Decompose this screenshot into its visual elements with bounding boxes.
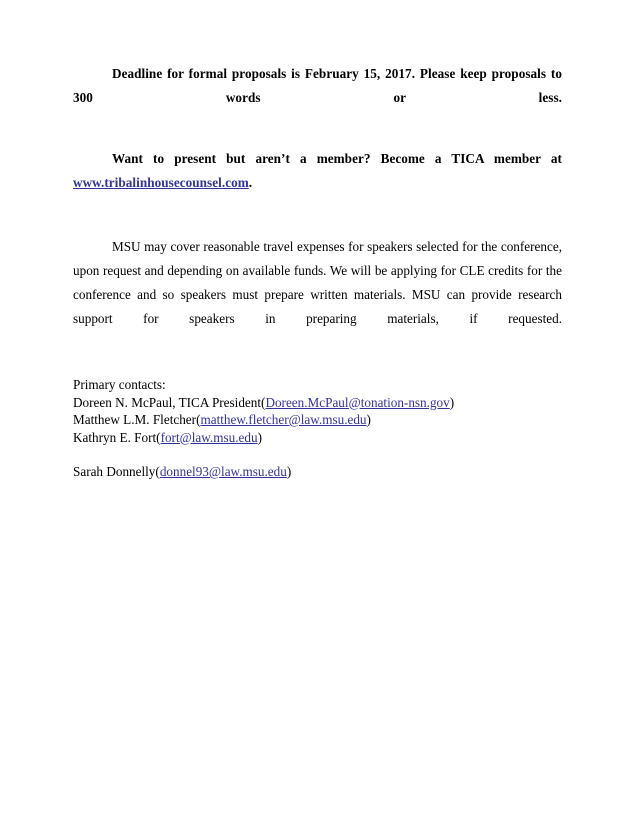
paren-close: ): [449, 394, 455, 410]
paren-close: ): [257, 429, 262, 445]
contacts-block: [73, 376, 562, 481]
paren-open: (: [156, 429, 161, 445]
paren-close: ): [286, 464, 292, 479]
tica-membership-link[interactable]: www.tribalinhousecounsel.com: [73, 175, 249, 190]
contact-name: Sarah Donnelly: [73, 464, 156, 479]
contact-name: Kathryn E. Fort: [73, 429, 157, 445]
contact-row-matthew-fletcher: [73, 411, 562, 429]
contact-email-link-kathryn-fort[interactable]: fort@law.msu.edu: [160, 429, 258, 445]
document-body: [73, 62, 562, 481]
contacts-spacer: [73, 446, 562, 463]
paragraph-membership: [73, 147, 562, 219]
membership-text-suffix: .: [248, 175, 253, 190]
paren-open: (: [155, 464, 160, 479]
contact-row-doreen-mcpaul: [73, 394, 562, 412]
contact-name: Doreen N. McPaul, TICA President: [73, 394, 262, 410]
contact-email-link-doreen-mcpaul[interactable]: Doreen.McPaul@tonation-nsn.gov: [265, 394, 450, 410]
paren-open: (: [261, 394, 266, 410]
paragraph-deadline: Deadline for formal proposals is February 15, 2017. Please keep proposals to 300 words or less.: [73, 66, 562, 105]
contact-email-link-sarah-donnelly[interactable]: donnel93@law.msu.edu: [159, 464, 287, 479]
contact-row-sarah-donnelly: [73, 463, 562, 481]
contact-email-link-matthew-fletcher[interactable]: matthew.fletcher@law.msu.edu: [200, 412, 367, 427]
paren-open: (: [196, 412, 201, 427]
membership-text-prefix: Want to present but aren’t a member? Become a TICA member at: [112, 151, 562, 166]
contacts-heading: Primary contacts:: [73, 377, 166, 392]
paren-close: ): [366, 412, 371, 427]
contact-name: Matthew L.M. Fletcher: [73, 412, 197, 427]
paragraph-travel-expenses: MSU may cover reasonable travel expenses for speakers selected for the conference, upon request and depending on available funds. We will be applying for CLE credits for the conference and so speakers must prepare written materials. MSU can provide research support for speakers in preparing materials, if requested.: [73, 239, 562, 326]
contact-row-kathryn-fort: [73, 429, 562, 447]
